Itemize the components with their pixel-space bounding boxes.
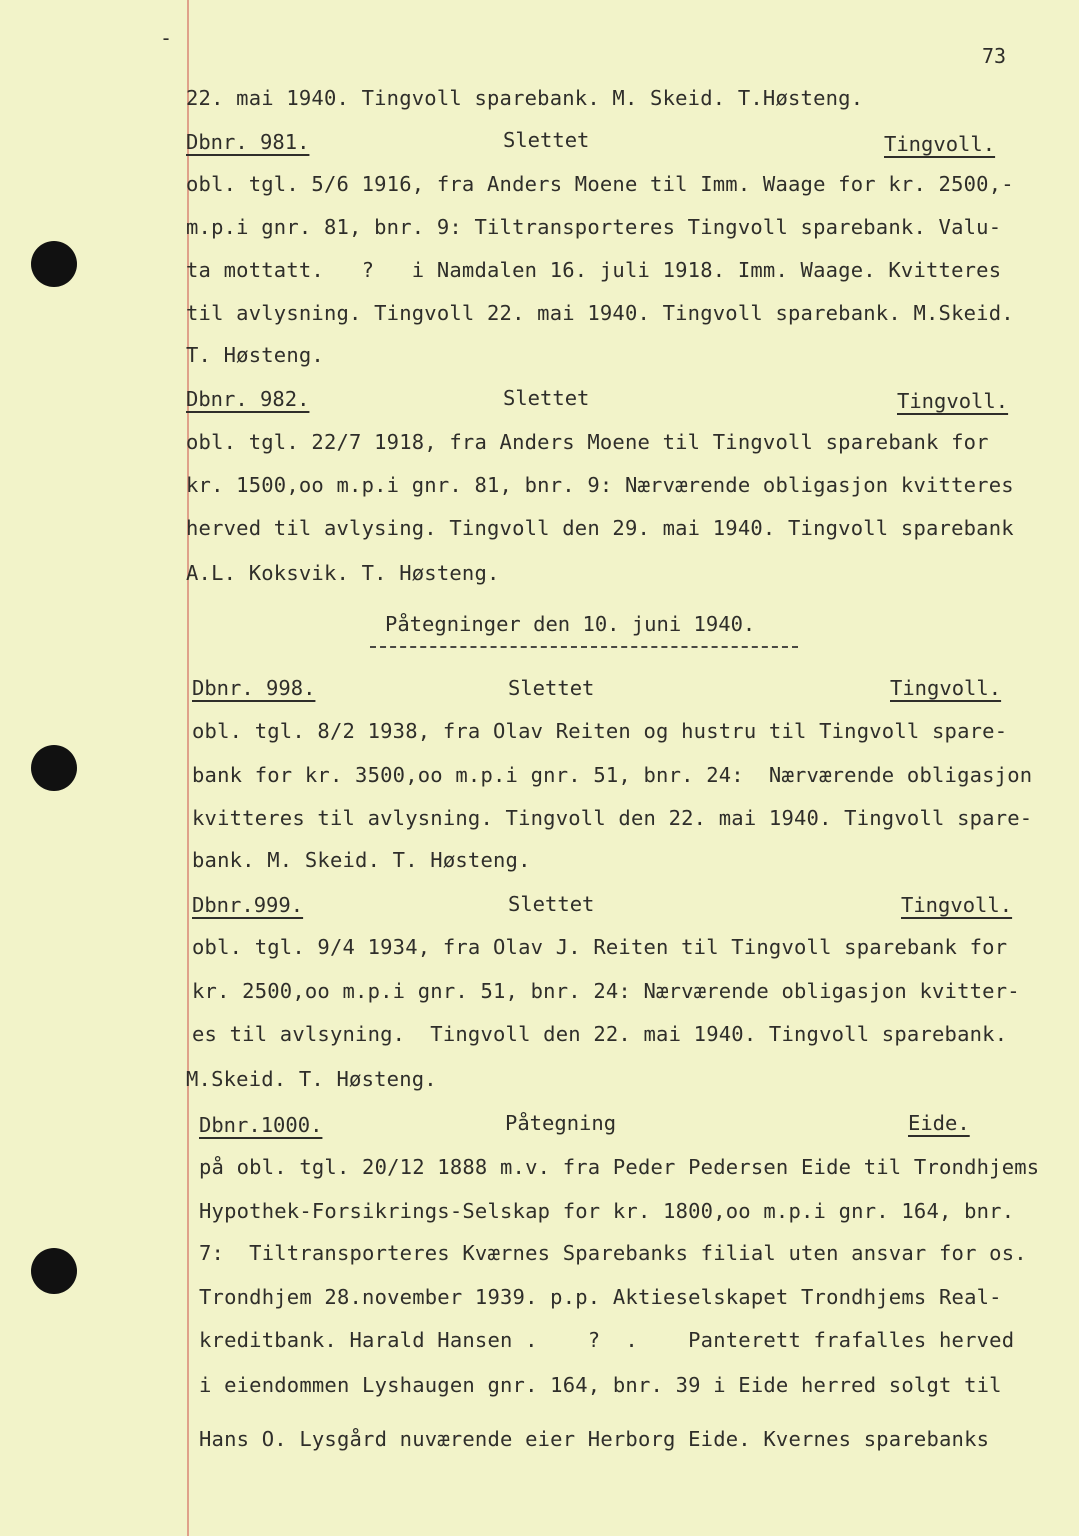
text-line: obl. tgl. 5/6 1916, fra Anders Moene til Imm. Waage for kr. 2500,- xyxy=(186,172,1014,196)
text-line: Hans O. Lysgård nuværende eier Herborg Eide. Kvernes sparebanks xyxy=(199,1427,990,1451)
text-line: obl. tgl. 8/2 1938, fra Olav Reiten og hustru til Tingvoll spare- xyxy=(192,719,1008,743)
entry-status: Slettet xyxy=(508,676,595,700)
text-line: es til avlsyning. Tingvoll den 22. mai 1940. Tingvoll sparebank. xyxy=(192,1022,1008,1046)
text-line: obl. tgl. 9/4 1934, fra Olav J. Reiten til Tingvoll sparebank for xyxy=(192,935,1008,959)
text-line: kr. 1500,oo m.p.i gnr. 81, bnr. 9: Nærværende obligasjon kvitteres xyxy=(186,473,1014,497)
text-line: kreditbank. Harald Hansen . ? . Panterett frafalles herved xyxy=(199,1328,1015,1352)
text-line: på obl. tgl. 20/12 1888 m.v. fra Peder Pedersen Eide til Trondhjems xyxy=(199,1155,1040,1179)
text-line: i eiendommen Lyshaugen gnr. 164, bnr. 39 i Eide herred solgt til xyxy=(199,1373,1002,1397)
page-number: 73 xyxy=(982,44,1007,68)
text-line: ta mottatt. ? i Namdalen 16. juli 1918. Imm. Waage. Kvitteres xyxy=(186,258,1002,282)
entry-place: Tingvoll. xyxy=(901,893,1013,917)
text-line: M.Skeid. T. Høsteng. xyxy=(186,1067,437,1091)
section-divider xyxy=(370,646,798,648)
entry-place: Eide. xyxy=(908,1111,970,1135)
text-line: bank. M. Skeid. T. Høsteng. xyxy=(192,848,531,872)
text-line: obl. tgl. 22/7 1918, fra Anders Moene til Tingvoll sparebank for xyxy=(186,430,989,454)
punch-hole xyxy=(31,1248,77,1294)
entry-status: Slettet xyxy=(508,892,595,916)
entry-status: Slettet xyxy=(503,386,590,410)
text-line: T. Høsteng. xyxy=(186,343,324,367)
margin-mark: - xyxy=(160,26,173,50)
text-line: bank for kr. 3500,oo m.p.i gnr. 51, bnr. 24: Nærværende obligasjon xyxy=(192,763,1033,787)
text-line: 22. mai 1940. Tingvoll sparebank. M. Skeid. T.Høsteng. xyxy=(186,86,864,110)
dbnr-number: Dbnr. 982. xyxy=(186,387,310,411)
text-line: herved til avlysing. Tingvoll den 29. mai 1940. Tingvoll sparebank xyxy=(186,516,1014,540)
text-line: m.p.i gnr. 81, bnr. 9: Tiltransporteres Tingvoll sparebank. Valu- xyxy=(186,215,1002,239)
entry-status: Slettet xyxy=(503,128,590,152)
text-line: kvitteres til avlysning. Tingvoll den 22. mai 1940. Tingvoll spare- xyxy=(192,806,1033,830)
dbnr-number: Dbnr.999. xyxy=(192,893,304,917)
entry-place: Tingvoll. xyxy=(897,389,1009,413)
text-line: A.L. Koksvik. T. Høsteng. xyxy=(186,561,500,585)
dbnr-number: Dbnr. 998. xyxy=(192,676,316,700)
punch-hole xyxy=(31,241,77,287)
text-line: til avlysning. Tingvoll 22. mai 1940. Tingvoll sparebank. M.Skeid. xyxy=(186,301,1014,325)
text-line: kr. 2500,oo m.p.i gnr. 51, bnr. 24: Nærværende obligasjon kvitter- xyxy=(192,979,1020,1003)
entry-status: Påtegning xyxy=(505,1111,617,1135)
text-line: Trondhjem 28.november 1939. p.p. Aktieselskapet Trondhjems Real- xyxy=(199,1285,1002,1309)
dbnr-number: Dbnr. 981. xyxy=(186,130,310,154)
entry-place: Tingvoll. xyxy=(884,132,996,156)
punch-hole xyxy=(31,745,77,791)
text-line: 7: Tiltransporteres Kværnes Sparebanks filial uten ansvar for os. xyxy=(199,1241,1027,1265)
text-line: Hypothek-Forsikrings-Selskap for kr. 1800,oo m.p.i gnr. 164, bnr. xyxy=(199,1199,1015,1223)
section-title: Påtegninger den 10. juni 1940. xyxy=(385,612,756,636)
dbnr-number: Dbnr.1000. xyxy=(199,1113,323,1137)
entry-place: Tingvoll. xyxy=(890,676,1002,700)
